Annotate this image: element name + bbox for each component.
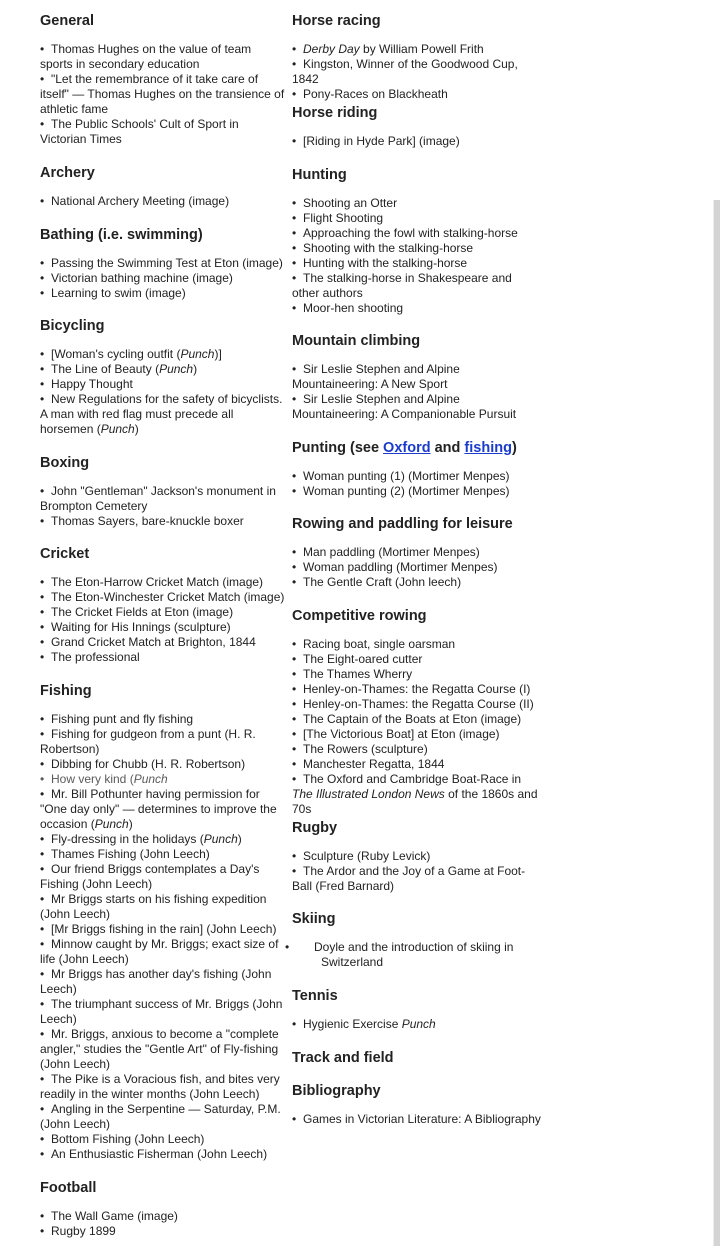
bullet-icon: • (292, 652, 297, 666)
bullet-icon: • (40, 757, 45, 771)
bullet-icon: • (292, 742, 297, 756)
section-heading-horse-racing: Horse racing (292, 13, 381, 29)
text: Sir Leslie Stephen and Alpine Mountaineering: A Companionable Pursuit (292, 392, 517, 421)
text: [The Victorious Boat] at Eton (image) (303, 727, 500, 741)
text: How very kind ( (51, 772, 134, 786)
text: Racing boat, single oarsman (303, 637, 456, 651)
list-item[interactable] (40, 757, 286, 772)
list-item[interactable] (40, 787, 286, 832)
bullet-icon: • (292, 134, 297, 148)
list-item[interactable] (292, 469, 542, 484)
text: Shooting an Otter (303, 196, 398, 210)
text: The Oxford and Cambridge Boat-Race in (303, 772, 522, 786)
bullet-icon: • (40, 1224, 45, 1238)
section-list-football (40, 1209, 286, 1239)
text: The Rowers (sculpture) (303, 742, 428, 756)
list-item[interactable] (40, 727, 286, 757)
bullet-icon: • (40, 832, 45, 846)
section-mountain-climbing (292, 332, 542, 422)
text: Manchester Regatta, 1844 (303, 757, 445, 771)
italic-text: Punch (159, 362, 194, 376)
list-item[interactable] (40, 194, 286, 209)
text: The Eight-oared cutter (303, 652, 423, 666)
bullet-icon: • (292, 57, 297, 71)
section-list-boxing (40, 484, 286, 529)
text: New Regulations for the safety of bicyclists. A man with red flag must precede all horsemen ( (40, 392, 283, 436)
text: Thomas Sayers, bare-knuckle boxer (51, 514, 244, 528)
section-list-bathing (40, 256, 286, 301)
link-fishing[interactable]: fishing (464, 440, 512, 456)
list-item[interactable] (292, 772, 542, 817)
bullet-icon: • (40, 1072, 45, 1086)
text: The Line of Beauty ( (51, 362, 160, 376)
list-item[interactable] (292, 575, 542, 590)
list-item[interactable] (40, 1102, 286, 1132)
bullet-icon: • (292, 637, 297, 651)
text: Waiting for His Innings (sculpture) (51, 620, 231, 634)
list-item[interactable] (40, 1147, 286, 1162)
list-item[interactable] (40, 484, 286, 514)
section-list-tennis (292, 1017, 542, 1032)
text: Fishing punt and fly fishing (51, 712, 194, 726)
text: The Eton-Harrow Cricket Match (image) (51, 575, 264, 589)
list-item[interactable] (40, 347, 286, 362)
text: Learning to swim (image) (51, 286, 186, 300)
text: The professional (51, 650, 140, 664)
text: The Public Schools' Cult of Sport in Victorian Times (40, 117, 239, 146)
text: Dibbing for Chubb (H. R. Robertson) (51, 757, 246, 771)
bullet-icon: • (40, 256, 45, 270)
bullet-icon: • (40, 727, 45, 741)
text: Kingston, Winner of the Goodwood Cup, 1842 (292, 57, 518, 86)
list-item[interactable] (292, 667, 542, 682)
section-archery (40, 164, 286, 209)
list-item[interactable] (40, 117, 286, 147)
section-rowing-leisure (292, 515, 542, 590)
list-item[interactable] (292, 211, 542, 226)
section-cricket (40, 545, 286, 665)
list-item[interactable] (292, 271, 542, 301)
bullet-icon: • (292, 87, 297, 101)
text: ) (193, 362, 198, 376)
text: Hygienic Exercise (303, 1017, 402, 1031)
text: Thames Fishing (John Leech) (51, 847, 210, 861)
bullet-icon: • (40, 347, 45, 361)
list-item[interactable] (292, 42, 542, 57)
bullet-icon: • (40, 922, 45, 936)
section-heading-tennis: Tennis (292, 988, 338, 1004)
bullet-icon: • (40, 635, 45, 649)
bullet-icon: • (292, 256, 297, 270)
section-list-general (40, 42, 286, 147)
bullet-icon: • (292, 1112, 297, 1126)
section-horse-riding (292, 104, 542, 149)
bullet-icon: • (292, 301, 297, 315)
list-item[interactable] (40, 967, 286, 997)
bullet-icon: • (40, 892, 45, 906)
list-item[interactable] (40, 922, 286, 937)
list-item[interactable] (292, 362, 542, 392)
link-oxford[interactable]: Oxford (383, 440, 431, 456)
section-bathing (40, 226, 286, 301)
bullet-icon: • (40, 590, 45, 604)
list-item[interactable] (292, 849, 542, 864)
section-rugby (292, 819, 542, 894)
text: Mr Briggs has another day's fishing (John Leech) (40, 967, 272, 996)
bullet-icon: • (292, 849, 297, 863)
section-fishing (40, 682, 286, 1162)
bullet-icon: • (292, 392, 297, 406)
list-item[interactable] (40, 514, 286, 529)
text: Punting (see (292, 440, 384, 456)
text: Thomas Hughes on the value of team sports in secondary education (40, 42, 252, 71)
section-heading-football: Football (40, 1180, 97, 1196)
bullet-icon: • (40, 1147, 45, 1161)
bullet-icon: • (40, 1102, 45, 1116)
list-item[interactable] (40, 392, 286, 437)
text: The Cricket Fields at Eton (image) (51, 605, 234, 619)
list-item[interactable] (292, 484, 542, 499)
list-item[interactable] (40, 72, 286, 117)
bullet-icon: • (292, 1017, 297, 1031)
text: [Riding in Hyde Park] (image) (303, 134, 460, 148)
text: Victorian bathing machine (image) (51, 271, 233, 285)
bullet-icon: • (40, 377, 45, 391)
list-item[interactable] (292, 864, 542, 894)
bullet-icon: • (40, 1209, 45, 1223)
bullet-icon: • (292, 196, 297, 210)
bullet-icon: • (40, 997, 45, 1011)
italic-text: Derby Day (303, 42, 360, 56)
list-item[interactable] (292, 757, 542, 772)
bullet-icon: • (292, 682, 297, 696)
list-item[interactable] (292, 682, 542, 697)
text: National Archery Meeting (image) (51, 194, 230, 208)
bullet-icon: • (292, 484, 297, 498)
list-item[interactable] (40, 862, 286, 892)
list-item[interactable] (292, 545, 542, 560)
bullet-icon: • (40, 1027, 45, 1041)
section-list-mountain-climbing (292, 362, 542, 422)
list-item[interactable] (40, 1224, 286, 1239)
text: An Enthusiastic Fisherman (John Leech) (51, 1147, 268, 1161)
text: Mr. Briggs, anxious to become a "complete angler," studies the "Gentle Art" of Fly-fishing (John Leech) (40, 1027, 279, 1071)
bullet-icon: • (40, 362, 45, 376)
section-list-cricket (40, 575, 286, 665)
bullet-icon: • (292, 712, 297, 726)
bullet-icon: • (292, 362, 297, 376)
section-punting (292, 439, 542, 499)
bullet-icon: • (40, 271, 45, 285)
text: Mr. Bill Pothunter having permission for "One day only" — determines to improve the occasion ( (40, 787, 277, 831)
section-list-archery (40, 194, 286, 209)
section-heading-competitive-rowing: Competitive rowing (292, 608, 427, 624)
list-item[interactable] (40, 1072, 286, 1102)
section-horse-racing (292, 12, 542, 102)
italic-text: Punch (100, 422, 135, 436)
bullet-icon: • (40, 605, 45, 619)
text: Rugby 1899 (51, 1224, 116, 1238)
section-bibliography (292, 1082, 542, 1127)
text: Hunting with the stalking-horse (303, 256, 468, 270)
list-item[interactable] (292, 652, 542, 667)
bullet-icon: • (285, 940, 290, 954)
text: Games in Victorian Literature: A Bibliography (303, 1112, 541, 1126)
section-hunting (292, 166, 542, 316)
text: The Ardor and the Joy of a Game at Foot-Ball (Fred Barnard) (292, 864, 526, 893)
section-heading-punting (292, 439, 542, 457)
section-list-rugby (292, 849, 542, 894)
bullet-icon: • (40, 862, 45, 876)
bullet-icon: • (40, 772, 45, 786)
italic-text: Punch (180, 347, 215, 361)
section-track-field (292, 1049, 542, 1067)
text: ) (134, 422, 139, 436)
section-list-punting (292, 469, 542, 499)
list-item[interactable] (40, 772, 286, 787)
italic-text: Punch (94, 817, 129, 831)
section-heading-fishing: Fishing (40, 683, 92, 699)
section-heading-skiing: Skiing (292, 911, 336, 927)
section-football (40, 1179, 286, 1239)
list-item[interactable] (292, 637, 542, 652)
text: )] (214, 347, 222, 361)
list-item[interactable] (40, 256, 286, 271)
text: Moor-hen shooting (303, 301, 404, 315)
list-item[interactable] (40, 362, 286, 377)
list-item[interactable] (40, 377, 286, 392)
list-item[interactable] (40, 650, 286, 665)
text: ) (511, 440, 517, 456)
bullet-icon: • (292, 545, 297, 559)
text: ) (128, 817, 133, 831)
section-heading-track-field: Track and field (292, 1050, 394, 1066)
bullet-icon: • (40, 967, 45, 981)
text: Sculpture (Ruby Levick) (303, 849, 431, 863)
text: The triumphant success of Mr. Briggs (John Leech) (40, 997, 283, 1026)
section-bicycling (40, 317, 286, 437)
text: Bottom Fishing (John Leech) (51, 1132, 205, 1146)
text: Henley-on-Thames: the Regatta Course (II) (303, 697, 534, 711)
bullet-icon: • (292, 697, 297, 711)
text: The Pike is a Voracious fish, and bites very readily in the winter months (John Leech) (40, 1072, 280, 1101)
bullet-icon: • (40, 847, 45, 861)
italic-text: Punch (133, 772, 168, 786)
text: Shooting with the stalking-horse (303, 241, 474, 255)
section-list-bicycling (40, 347, 286, 437)
bullet-icon: • (292, 667, 297, 681)
text: Doyle and the introduction of skiing in Switzerland (314, 940, 514, 969)
list-item[interactable] (292, 1017, 542, 1032)
text: The Eton-Winchester Cricket Match (image) (51, 590, 285, 604)
list-item[interactable] (40, 575, 286, 590)
list-item[interactable] (40, 590, 286, 605)
list-item[interactable] (292, 196, 542, 211)
bullet-icon: • (40, 392, 45, 406)
section-list-horse-riding (292, 134, 542, 149)
list-item[interactable] (40, 271, 286, 286)
section-list-bibliography (292, 1112, 542, 1127)
text: Woman punting (2) (Mortimer Menpes) (303, 484, 510, 498)
section-heading-hunting: Hunting (292, 167, 347, 183)
section-list-rowing-leisure (292, 545, 542, 590)
bullet-icon: • (40, 650, 45, 664)
list-item[interactable] (292, 301, 542, 316)
bullet-icon: • (40, 1132, 45, 1146)
section-list-fishing (40, 712, 286, 1162)
text: "Let the remembrance of it take care of itself" — Thomas Hughes on the transience of athletic fame (40, 72, 285, 116)
text: Happy Thought (51, 377, 133, 391)
text: Mr Briggs starts on his fishing expedition (John Leech) (40, 892, 267, 921)
text: ) (237, 832, 242, 846)
text: Fly-dressing in the holidays ( (51, 832, 204, 846)
bullet-icon: • (40, 575, 45, 589)
list-item[interactable] (292, 392, 542, 422)
text: Fishing for gudgeon from a punt (H. R. Robertson) (40, 727, 256, 756)
list-item[interactable] (40, 42, 286, 72)
list-item[interactable] (40, 635, 286, 650)
section-heading-general: General (40, 13, 94, 29)
bullet-icon: • (40, 72, 45, 86)
list-item[interactable] (292, 241, 542, 256)
section-heading-archery: Archery (40, 165, 95, 181)
bullet-icon: • (40, 620, 45, 634)
text: Man paddling (Mortimer Menpes) (303, 545, 480, 559)
list-item[interactable] (40, 286, 286, 301)
text: and (430, 440, 465, 456)
text: The stalking-horse in Shakespeare and other authors (292, 271, 512, 300)
list-item[interactable] (285, 940, 542, 970)
list-item[interactable] (40, 997, 286, 1027)
text: Woman paddling (Mortimer Menpes) (303, 560, 498, 574)
italic-text: The Illustrated London News (292, 787, 445, 801)
list-item[interactable] (40, 620, 286, 635)
bullet-icon: • (40, 514, 45, 528)
bullet-icon: • (292, 727, 297, 741)
bullet-icon: • (292, 226, 297, 240)
list-item[interactable] (40, 605, 286, 620)
list-item[interactable] (292, 742, 542, 757)
text: [Mr Briggs fishing in the rain] (John Leech) (51, 922, 277, 936)
section-competitive-rowing (292, 607, 542, 817)
text: of the 1860s and 70s (292, 787, 538, 816)
bullet-icon: • (292, 469, 297, 483)
list-item[interactable] (292, 87, 542, 102)
section-list-hunting (292, 196, 542, 316)
bullet-icon: • (40, 484, 45, 498)
bullet-icon: • (292, 271, 297, 285)
list-item[interactable] (40, 847, 286, 862)
text: The Thames Wherry (303, 667, 413, 681)
bullet-icon: • (40, 42, 45, 56)
list-item[interactable] (40, 1027, 286, 1072)
bullet-icon: • (40, 286, 45, 300)
section-list-horse-racing (292, 42, 542, 102)
list-item[interactable] (292, 697, 542, 712)
section-list-skiing (285, 940, 542, 970)
bullet-icon: • (292, 211, 297, 225)
text: by William Powell Frith (359, 42, 484, 56)
bullet-icon: • (292, 241, 297, 255)
bullet-icon: • (40, 787, 45, 801)
section-heading-bicycling: Bicycling (40, 318, 105, 334)
text: The Captain of the Boats at Eton (image) (303, 712, 522, 726)
section-list-competitive-rowing (292, 637, 542, 817)
text: Pony-Races on Blackheath (303, 87, 448, 101)
list-item[interactable] (40, 937, 286, 967)
text: Woman punting (1) (Mortimer Menpes) (303, 469, 510, 483)
text: John "Gentleman" Jackson's monument in Brompton Cemetery (40, 484, 276, 513)
list-item[interactable] (292, 226, 542, 241)
italic-text: Punch (203, 832, 238, 846)
bullet-icon: • (292, 772, 297, 786)
text: Grand Cricket Match at Brighton, 1844 (51, 635, 256, 649)
list-item[interactable] (292, 727, 542, 742)
text: Angling in the Serpentine — Saturday, P.M. (John Leech) (40, 1102, 281, 1131)
list-item[interactable] (40, 712, 286, 727)
list-item[interactable] (292, 560, 542, 575)
list-item[interactable] (292, 134, 542, 149)
section-heading-cricket: Cricket (40, 546, 90, 562)
text: Sir Leslie Stephen and Alpine Mountaineering: A New Sport (292, 362, 460, 391)
section-heading-bibliography: Bibliography (292, 1083, 381, 1099)
text: The Gentle Craft (John leech) (303, 575, 462, 589)
text: Minnow caught by Mr. Briggs; exact size of life (John Leech) (40, 937, 279, 966)
bullet-icon: • (292, 757, 297, 771)
bullet-icon: • (40, 194, 45, 208)
section-heading-rugby: Rugby (292, 820, 338, 836)
text: Flight Shooting (303, 211, 384, 225)
section-skiing (285, 910, 542, 970)
list-item[interactable] (40, 892, 286, 922)
list-item[interactable] (292, 1112, 542, 1127)
bullet-icon: • (40, 117, 45, 131)
section-heading-horse-riding: Horse riding (292, 105, 378, 121)
text: Our friend Briggs contemplates a Day's Fishing (John Leech) (40, 862, 260, 891)
section-general (40, 12, 286, 147)
section-heading-mountain-climbing: Mountain climbing (292, 333, 421, 349)
text: The Wall Game (image) (51, 1209, 178, 1223)
scrollbar[interactable] (714, 200, 720, 1246)
list-item[interactable] (292, 57, 542, 87)
bullet-icon: • (40, 937, 45, 951)
text: Henley-on-Thames: the Regatta Course (I) (303, 682, 531, 696)
text: [Woman's cycling outfit ( (51, 347, 181, 361)
bullet-icon: • (292, 864, 297, 878)
list-item[interactable] (292, 712, 542, 727)
bullet-icon: • (292, 575, 297, 589)
section-heading-boxing: Boxing (40, 455, 90, 471)
section-heading-bathing: Bathing (i.e. swimming) (40, 227, 203, 243)
bullet-icon: • (40, 712, 45, 726)
text: Passing the Swimming Test at Eton (image) (51, 256, 283, 270)
list-item[interactable] (40, 1209, 286, 1224)
bullet-icon: • (292, 560, 297, 574)
section-tennis (292, 987, 542, 1032)
section-heading-rowing-leisure: Rowing and paddling for leisure (292, 516, 513, 532)
list-item[interactable] (292, 256, 542, 271)
text: Approaching the fowl with stalking-horse (303, 226, 518, 240)
list-item[interactable] (40, 1132, 286, 1147)
list-item[interactable] (40, 832, 286, 847)
bullet-icon: • (292, 42, 297, 56)
section-boxing (40, 454, 286, 529)
italic-text: Punch (401, 1017, 436, 1031)
